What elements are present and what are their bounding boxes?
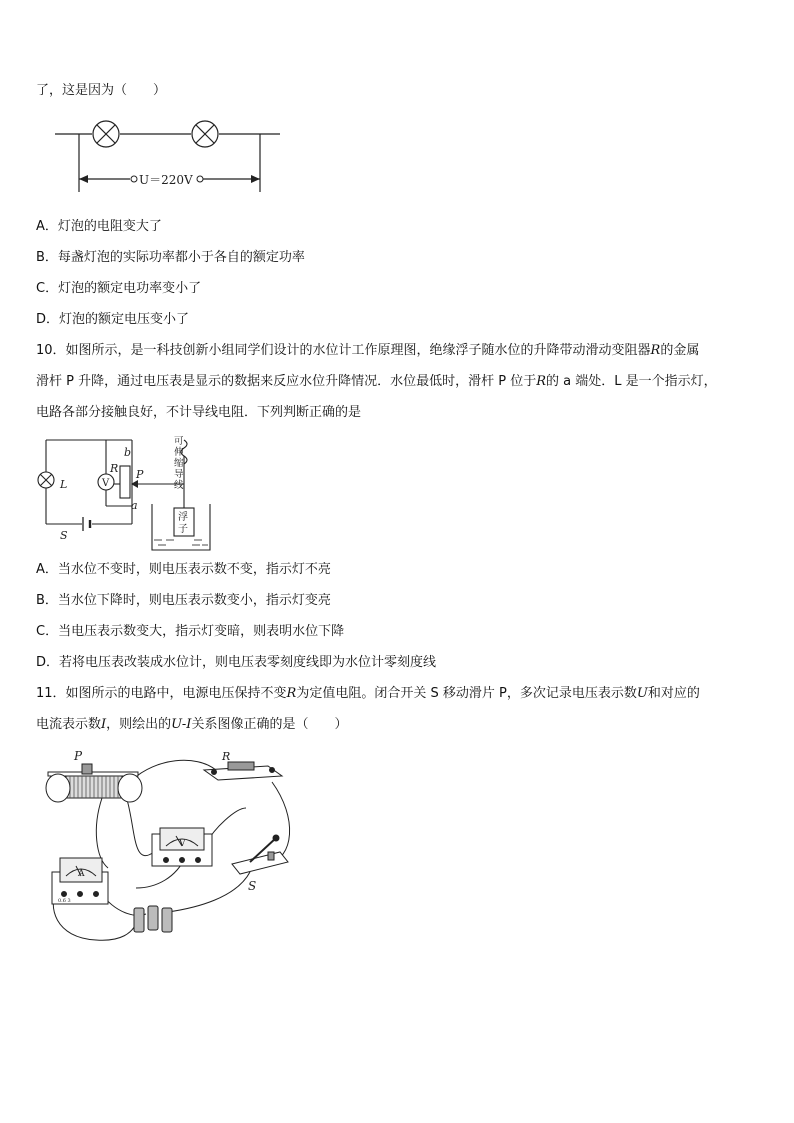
voltage-label: U＝220V: [139, 173, 193, 187]
q9-series-lamps-diagram: [50, 112, 290, 194]
arrow-left-icon: [79, 175, 88, 183]
lamp-2-icon: [192, 121, 218, 147]
label-a: a: [131, 499, 138, 512]
q10-option-d[interactable]: D．若将电压表改装成水位计，则电压表零刻度线即为水位计零刻度线: [36, 655, 437, 670]
q9-option-a[interactable]: A．灯泡的电阻变大了: [36, 219, 162, 234]
svg-text:伸: 伸: [174, 447, 184, 458]
svg-text:子: 子: [178, 524, 188, 535]
q10-water-level-circuit-diagram: [34, 432, 214, 556]
switch-label-S: S: [248, 879, 257, 893]
battery-pack-icon: [134, 906, 172, 932]
label-L: L: [60, 478, 68, 491]
battery-icon: [83, 517, 90, 531]
svg-text:A: A: [78, 869, 85, 879]
label-S: S: [60, 529, 68, 542]
q10-stem-line2: 滑杆 P 升降，通过电压表是显示的数据来反应水位升降情况．水位最低时，滑杆 P 位于R的 a 端处．L 是一个指示灯，: [36, 374, 717, 389]
q9-option-d[interactable]: D．灯泡的额定电压变小了: [36, 312, 190, 327]
svg-text:线: 线: [174, 480, 184, 491]
q11-stem-line1: 11．如图所示的电路中，电源电压保持不变R为定值电阻。闭合开关 S 移动滑片 P，多次记录电压表示数U和对应的: [36, 686, 700, 701]
rheostat-label-P: P: [74, 749, 83, 763]
fixed-resistor-icon: [204, 762, 282, 780]
label-R: R: [110, 462, 119, 475]
label-b: b: [124, 446, 132, 459]
q10-option-c[interactable]: C．当电压表示数变大，指示灯变暗，则表明水位下降: [36, 624, 345, 639]
svg-text:导: 导: [174, 469, 184, 480]
svg-text:可: 可: [174, 436, 184, 447]
q9-stem-tail: 了，这是因为（ ）: [36, 83, 167, 98]
switch-icon: [232, 835, 288, 874]
q11-physical-circuit-illustration: [36, 748, 298, 944]
lamp-icon: [38, 472, 54, 488]
q9-option-b[interactable]: B．每盏灯泡的实际功率都小于各自的额定功率: [36, 250, 305, 265]
q9-option-c[interactable]: C．灯泡的额定电功率变小了: [36, 281, 202, 296]
arrow-right-icon: [251, 175, 260, 183]
svg-text:缩: 缩: [174, 458, 184, 469]
svg-text:0.6 3: 0.6 3: [58, 898, 71, 904]
q10-stem-line3: 电路各部分接触良好，不计导线电阻．下列判断正确的是: [36, 405, 362, 420]
q10-option-a[interactable]: A．当水位不变时，则电压表示数不变，指示灯不亮: [36, 562, 331, 577]
q10-option-b[interactable]: B．当水位下降时，则电压表示数变小，指示灯变亮: [36, 593, 331, 608]
svg-text:V: V: [179, 839, 186, 849]
svg-text:浮: 浮: [178, 512, 188, 523]
sliding-rheostat-icon: [46, 764, 142, 802]
q11-stem-line2: 电流表示数I，则绘出的U-I关系图像正确的是（ ）: [36, 717, 348, 732]
rheostat-icon: [120, 466, 130, 498]
label-P: P: [136, 468, 144, 481]
q10-stem-line1: 10．如图所示，是一科技创新小组同学们设计的水位计工作原理图，绝缘浮子随水位的升降带动滑动变阻器R的金属: [36, 343, 700, 358]
lamp-1-icon: [93, 121, 119, 147]
svg-text:V: V: [102, 478, 110, 489]
resistor-label-R: R: [222, 750, 231, 763]
